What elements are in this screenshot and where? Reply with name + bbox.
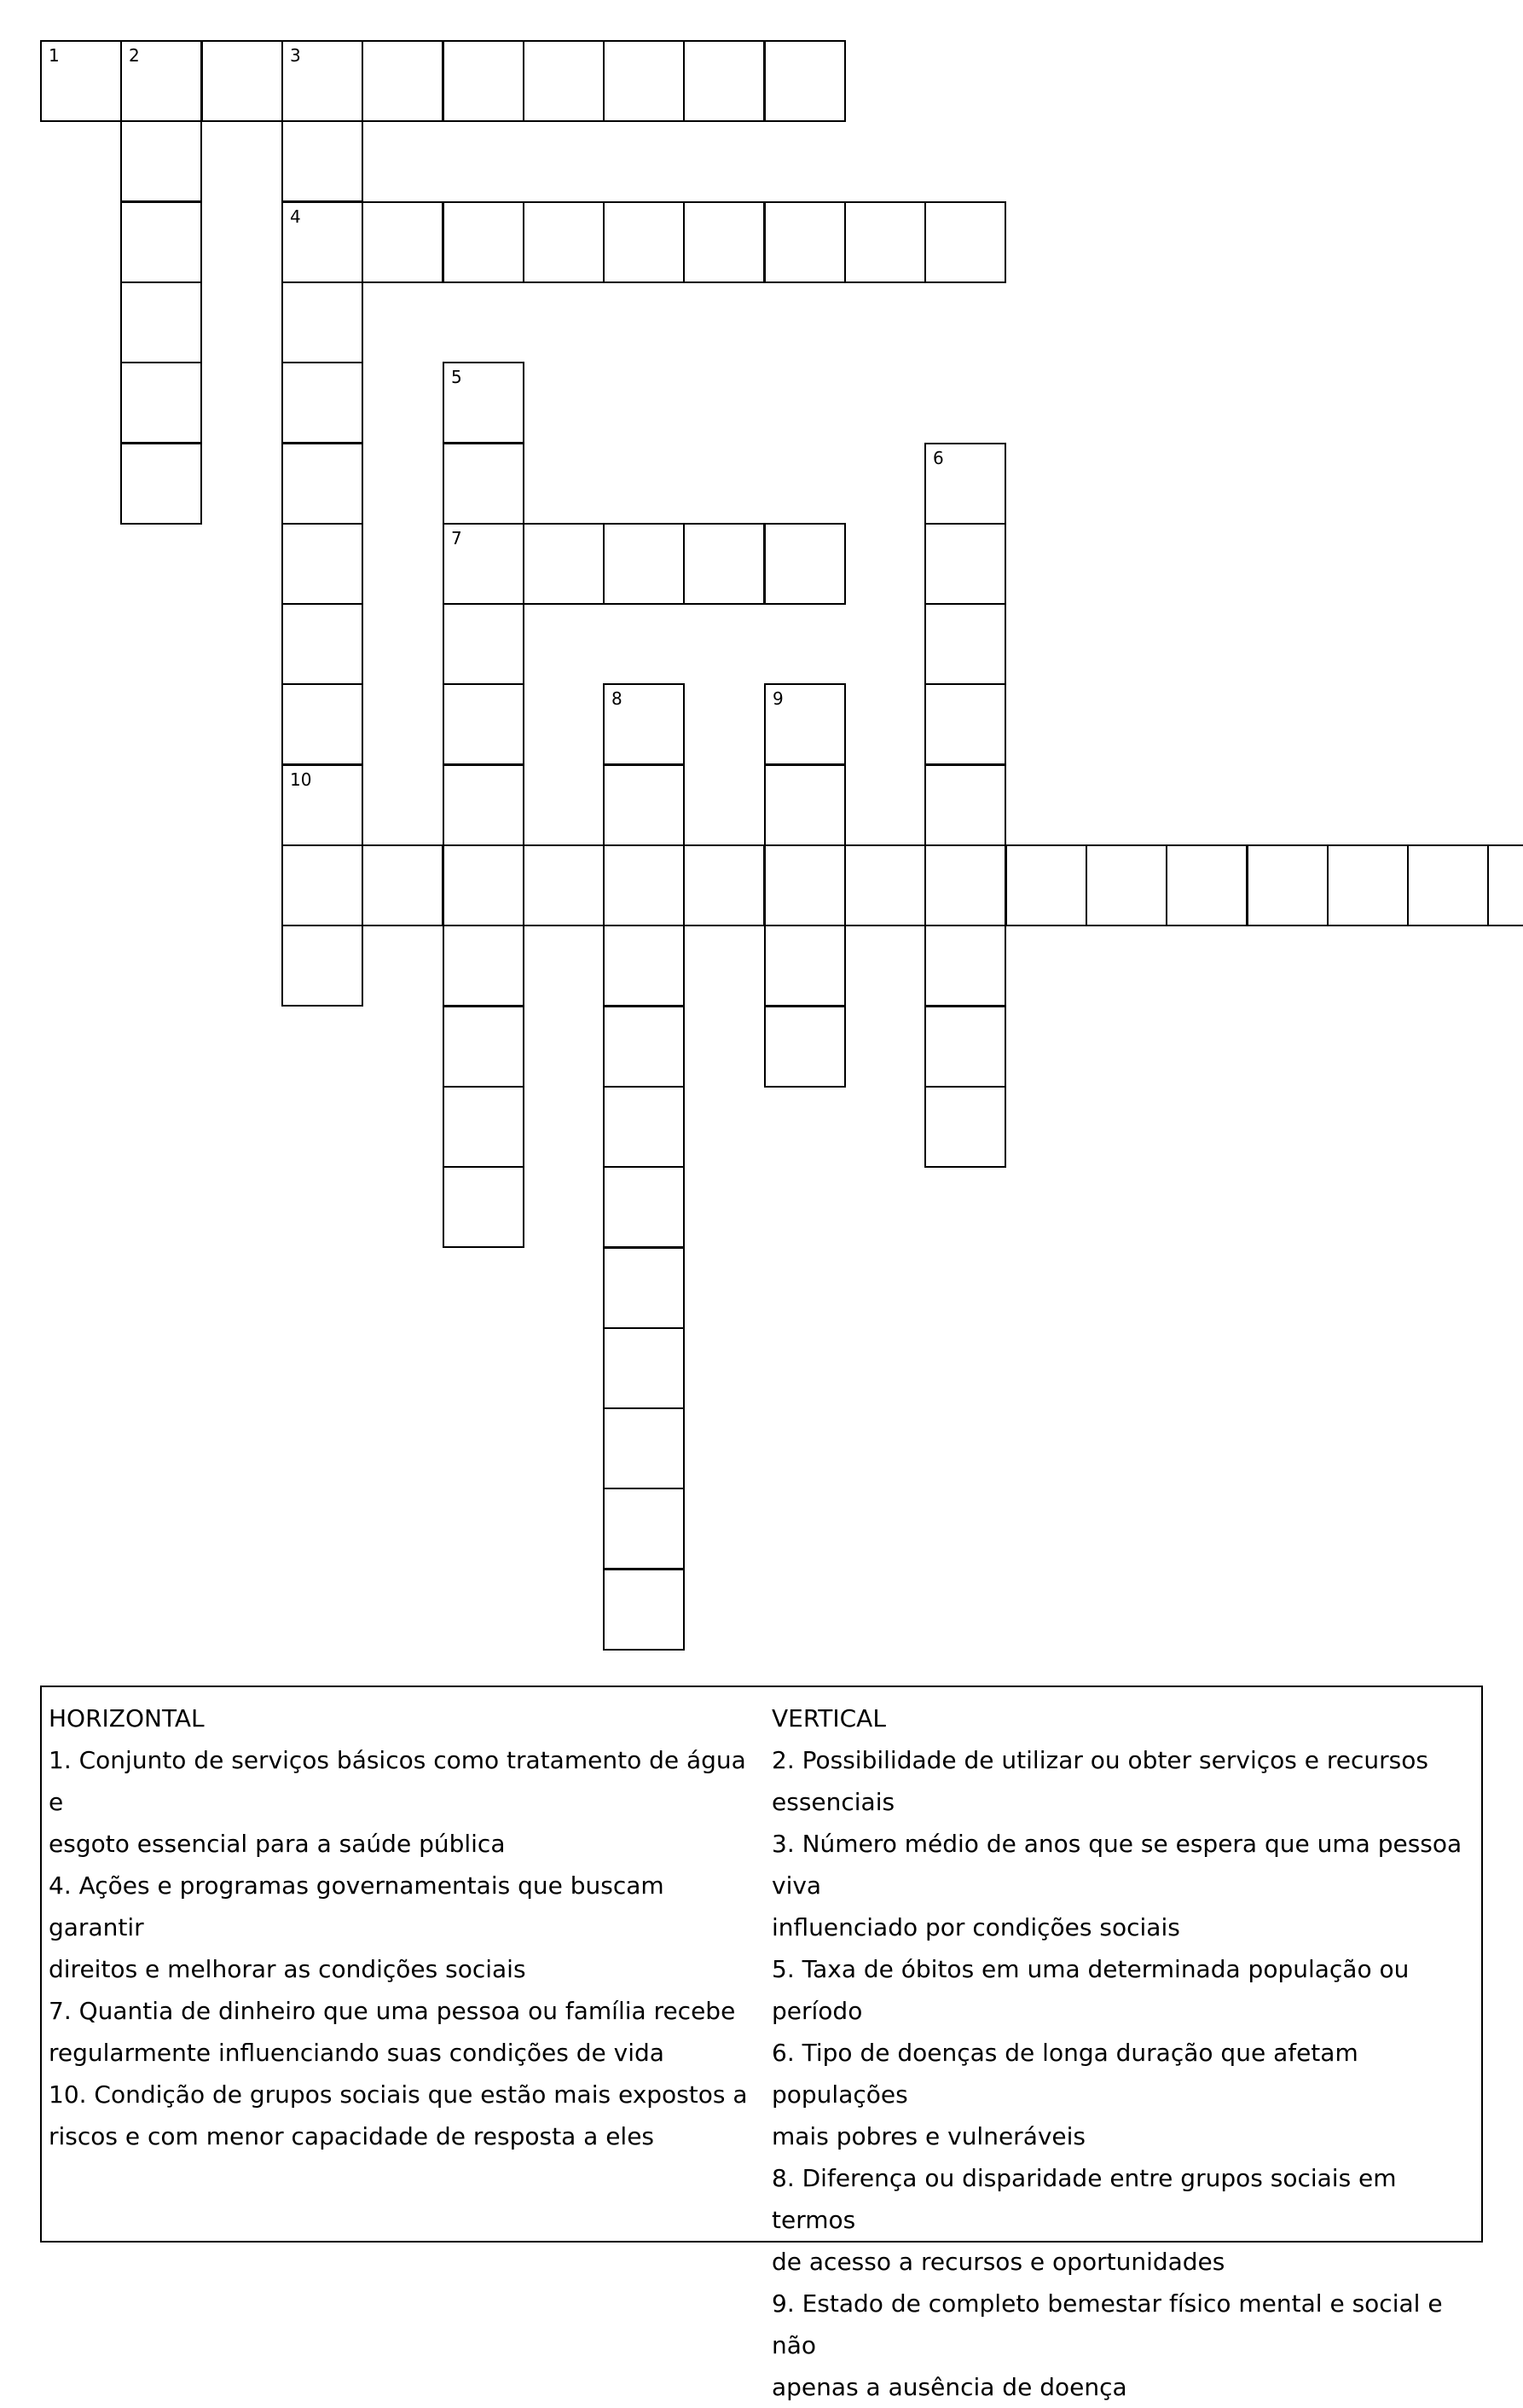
- grid-cell[interactable]: [120, 201, 202, 283]
- horizontal-clues-column: [49, 1697, 765, 2157]
- grid-cell[interactable]: [443, 201, 524, 283]
- grid-cell[interactable]: [764, 523, 846, 605]
- grid-cell[interactable]: [1247, 844, 1329, 926]
- grid-cell[interactable]: [281, 443, 363, 525]
- clue-number: 7: [451, 528, 462, 548]
- grid-cell[interactable]: [523, 201, 605, 283]
- clue-number: 10: [290, 769, 312, 790]
- clue-line: de acesso a recursos e oportunidades: [772, 2248, 1225, 2276]
- grid-cell[interactable]: [443, 844, 524, 926]
- grid-cell[interactable]: [362, 40, 443, 122]
- grid-cell[interactable]: [443, 523, 524, 605]
- grid-cell[interactable]: [281, 844, 363, 926]
- grid-cell[interactable]: [281, 925, 363, 1007]
- grid-cell[interactable]: [120, 281, 202, 363]
- grid-cell[interactable]: [603, 40, 685, 122]
- grid-cell[interactable]: [683, 523, 765, 605]
- grid-cell[interactable]: [281, 523, 363, 605]
- clue-line: influenciado por condições sociais: [772, 1913, 1180, 1941]
- grid-cell[interactable]: [523, 40, 605, 122]
- grid-cell[interactable]: [281, 764, 363, 846]
- grid-cell[interactable]: [764, 844, 846, 926]
- grid-cell[interactable]: [443, 443, 524, 525]
- grid-cell[interactable]: [844, 844, 926, 926]
- clue-line: essenciais: [772, 1788, 895, 1816]
- grid-cell[interactable]: [281, 281, 363, 363]
- grid-cell[interactable]: [603, 1006, 685, 1088]
- grid-cell[interactable]: [1086, 844, 1167, 926]
- grid-cell[interactable]: [120, 443, 202, 525]
- grid-cell[interactable]: [924, 925, 1006, 1007]
- horizontal-heading: HORIZONTAL: [49, 1704, 205, 1732]
- grid-cell[interactable]: [281, 201, 363, 283]
- grid-cell[interactable]: [281, 603, 363, 685]
- grid-cell[interactable]: [924, 1086, 1006, 1168]
- clue-number: 9: [773, 688, 784, 709]
- grid-cell[interactable]: [523, 844, 605, 926]
- grid-cell[interactable]: [443, 603, 524, 685]
- clue-line: direitos e melhorar as condições sociais: [49, 1955, 526, 1983]
- grid-cell[interactable]: [1166, 844, 1248, 926]
- grid-cell[interactable]: [924, 201, 1006, 283]
- clue-line: 9. Estado de completo bemestar físico mental e social e não: [772, 2289, 1443, 2359]
- grid-cell[interactable]: [924, 764, 1006, 846]
- clues-box: [40, 1686, 1483, 2401]
- grid-cell[interactable]: [281, 683, 363, 765]
- vertical-clues-column: [772, 1697, 1480, 2408]
- grid-cell[interactable]: [603, 1327, 685, 1409]
- clue-line: 4. Ações e programas governamentais que buscam garantir: [49, 1871, 664, 1941]
- grid-cell[interactable]: [683, 844, 765, 926]
- clue-number: 3: [290, 45, 301, 66]
- grid-cell[interactable]: [603, 1086, 685, 1168]
- clue-line: 7. Quantia de dinheiro que uma pessoa ou família recebe: [49, 1997, 736, 2025]
- clue-line: 10. Condição de grupos sociais que estão mais expostos a: [49, 2080, 748, 2109]
- grid-cell[interactable]: [603, 1247, 685, 1329]
- grid-cell[interactable]: [764, 764, 846, 846]
- grid-cell[interactable]: [603, 844, 685, 926]
- grid-cell[interactable]: [40, 40, 122, 122]
- clue-number: 2: [129, 45, 140, 66]
- vertical-heading: VERTICAL: [772, 1704, 886, 1732]
- grid-cell[interactable]: [844, 201, 926, 283]
- grid-cell[interactable]: [281, 40, 363, 122]
- grid-cell[interactable]: [924, 1006, 1006, 1088]
- grid-cell[interactable]: [443, 683, 524, 765]
- grid-cell[interactable]: [924, 523, 1006, 605]
- grid-cell[interactable]: [764, 40, 846, 122]
- grid-cell[interactable]: [683, 40, 765, 122]
- grid-cell[interactable]: [764, 683, 846, 765]
- clue-number: 1: [49, 45, 60, 66]
- clue-line: riscos e com menor capacidade de resposta a eles: [49, 2122, 655, 2150]
- clue-line: apenas a ausência de doença: [772, 2373, 1127, 2401]
- grid-cell[interactable]: [924, 443, 1006, 525]
- grid-cell[interactable]: [443, 362, 524, 444]
- grid-cell[interactable]: [603, 1569, 685, 1651]
- clue-number: 6: [933, 448, 944, 468]
- grid-cell[interactable]: [281, 362, 363, 444]
- grid-cell[interactable]: [120, 40, 202, 122]
- grid-cell[interactable]: [443, 1006, 524, 1088]
- clue-line: 1. Conjunto de serviços básicos como tratamento de água e: [49, 1746, 746, 1816]
- grid-cell[interactable]: [281, 120, 363, 202]
- grid-cell[interactable]: [764, 201, 846, 283]
- grid-cell[interactable]: [523, 523, 605, 605]
- grid-cell[interactable]: [683, 201, 765, 283]
- grid-cell[interactable]: [120, 120, 202, 202]
- grid-cell[interactable]: [603, 523, 685, 605]
- clue-line: regularmente influenciando suas condições de vida: [49, 2039, 664, 2067]
- grid-cell[interactable]: [362, 201, 443, 283]
- grid-cell[interactable]: [201, 40, 283, 122]
- clue-line: esgoto essencial para a saúde pública: [49, 1830, 506, 1858]
- grid-cell[interactable]: [924, 683, 1006, 765]
- grid-cell[interactable]: [603, 683, 685, 765]
- grid-cell[interactable]: [924, 603, 1006, 685]
- grid-cell[interactable]: [362, 844, 443, 926]
- grid-cell[interactable]: [1327, 844, 1409, 926]
- clue-number: 8: [611, 688, 623, 709]
- grid-cell[interactable]: [1005, 844, 1087, 926]
- grid-cell[interactable]: [443, 925, 524, 1007]
- grid-cell[interactable]: [1487, 844, 1523, 926]
- grid-cell[interactable]: [443, 764, 524, 846]
- grid-cell[interactable]: [764, 925, 846, 1007]
- grid-cell[interactable]: [764, 1006, 846, 1088]
- grid-cell[interactable]: [603, 201, 685, 283]
- clue-number: 4: [290, 206, 301, 227]
- clue-line: mais pobres e vulneráveis: [772, 2122, 1086, 2150]
- grid-cell[interactable]: [603, 1166, 685, 1248]
- grid-cell[interactable]: [120, 362, 202, 444]
- clue-line: 2. Possibilidade de utilizar ou obter serviços e recursos: [772, 1746, 1428, 1774]
- clue-line: 8. Diferença ou disparidade entre grupos sociais em termos: [772, 2164, 1397, 2234]
- clue-line: 3. Número médio de anos que se espera que uma pessoa viva: [772, 1830, 1462, 1900]
- grid-cell[interactable]: [603, 764, 685, 846]
- clue-line: 5. Taxa de óbitos em uma determinada população ou período: [772, 1955, 1410, 2025]
- grid-cell[interactable]: [603, 1488, 685, 1570]
- grid-cell[interactable]: [443, 1086, 524, 1168]
- clue-number: 5: [451, 367, 462, 387]
- grid-cell[interactable]: [603, 1407, 685, 1489]
- grid-cell[interactable]: [443, 40, 524, 122]
- grid-cell[interactable]: [924, 844, 1006, 926]
- grid-cell[interactable]: [443, 1166, 524, 1248]
- clue-line: 6. Tipo de doenças de longa duração que afetam populações: [772, 2039, 1358, 2109]
- grid-cell[interactable]: [603, 925, 685, 1007]
- grid-cell[interactable]: [1407, 844, 1489, 926]
